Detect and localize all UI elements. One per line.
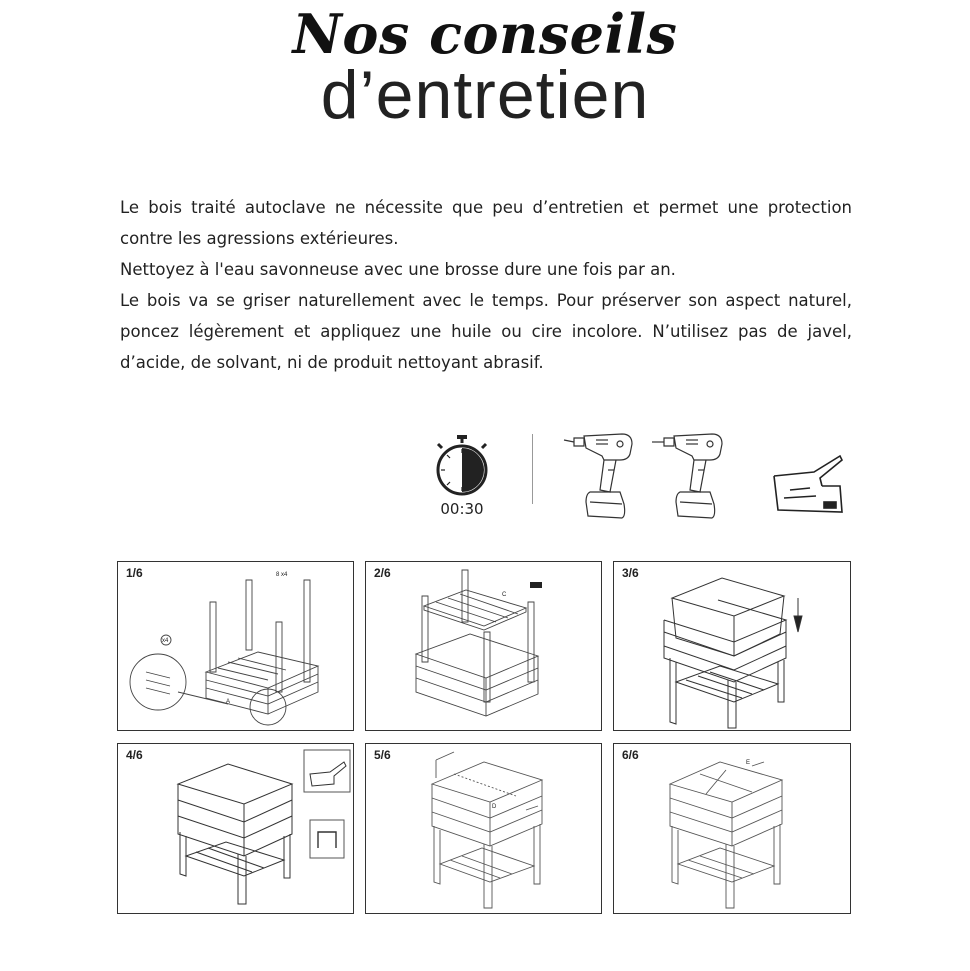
- tools-row: [0, 430, 970, 530]
- paragraph-treated-wood: Le bois traité autoclave ne nécessite que peu d’entretien et permet une protection contre les agressions extérieures.: [120, 198, 852, 248]
- assembly-step-6: [613, 743, 851, 914]
- timer-label: 00:30: [440, 500, 484, 518]
- step-number: 1/6: [126, 566, 143, 580]
- stopwatch-icon: [432, 434, 492, 496]
- legs: [210, 580, 310, 692]
- part-label-a: A: [226, 699, 231, 705]
- part-label-c: C: [502, 592, 507, 598]
- qty-label: x4: [162, 638, 169, 644]
- page-title-line1: Nos conseils: [292, 2, 678, 66]
- step-number: 4/6: [126, 748, 143, 762]
- part-label-d: D: [492, 804, 497, 810]
- maintenance-text: [120, 192, 852, 378]
- step-number: 6/6: [622, 748, 639, 762]
- paragraph-weathering: Le bois va se griser naturellement avec le temps. Pour préserver son aspect naturel, poncez légèrement et appliquez une huile ou cire incolore. N’utilisez pas de javel, d’acide, de solvant, ni de produit nettoyant abrasif.: [120, 291, 852, 372]
- assembly-step-1: [117, 561, 354, 731]
- step-number: 2/6: [374, 566, 391, 580]
- step-1-note: 8 x4: [276, 572, 288, 578]
- crate-frame: [206, 652, 318, 714]
- part-label-e: E: [746, 760, 751, 766]
- drill-icon: [560, 430, 640, 522]
- step-number: 5/6: [374, 748, 391, 762]
- stapler-icon: [770, 450, 846, 520]
- paragraph-cleaning: Nettoyez à l'eau savonneuse avec une brosse dure une fois par an.: [120, 260, 676, 279]
- drill-icon: [650, 430, 730, 522]
- tools-divider: [532, 434, 533, 504]
- page-title-line2: d’entretien: [320, 57, 650, 133]
- assembly-step-3: [613, 561, 851, 731]
- assembly-step-5: [365, 743, 602, 914]
- step-number: 3/6: [622, 566, 639, 580]
- assembly-step-2: [365, 561, 602, 731]
- assembly-step-4: [117, 743, 354, 914]
